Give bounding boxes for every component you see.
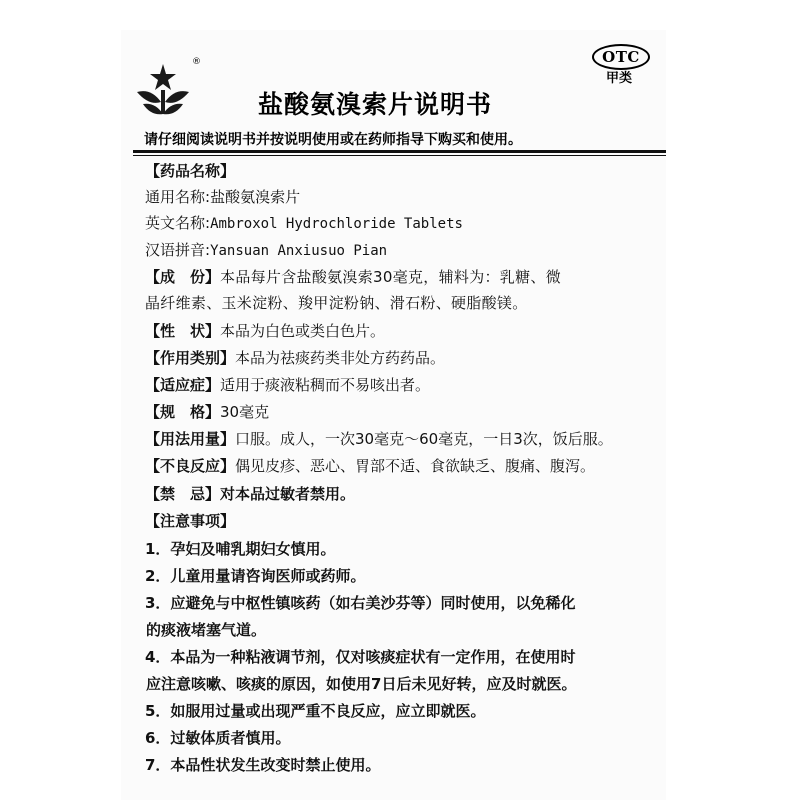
precaution-item: 4．本品为一种粘液调节剂，仅对咳痰症状有一定作用，在使用时	[145, 648, 576, 666]
header-rule-thick	[133, 150, 666, 153]
indication-value: 适用于痰液粘稠而不易咳出者。	[220, 376, 431, 394]
generic-name-row	[145, 186, 300, 207]
document-title: 盐酸氨溴索片说明书	[258, 90, 493, 119]
precaution-item: 7．本品性状发生改变时禁止使用。	[145, 756, 381, 774]
spec-row	[145, 401, 269, 422]
contraindication-label: 【禁 忌】	[145, 485, 221, 503]
english-name-row	[145, 212, 463, 233]
contraindication-value: 对本品过敏者禁用。	[220, 485, 356, 503]
category-label: 【作用类别】	[145, 349, 236, 367]
ingredients-line-1: 本品每片含盐酸氨溴索30毫克，辅料为：乳糖、微	[220, 268, 562, 286]
registered-mark: ®	[192, 57, 201, 67]
precaution-item-continued: 的痰液堵塞气道。	[146, 621, 267, 639]
adverse-row	[145, 455, 595, 476]
precaution-item: 2．儿童用量请咨询医师或药师。	[145, 567, 366, 585]
character-value: 本品为白色或类白色片。	[220, 322, 386, 340]
precaution-item-continued: 应注意咳嗽、咳痰的原因，如使用7日后未见好转，应及时就医。	[146, 675, 577, 693]
ingredients-row	[145, 266, 561, 287]
header-rule-thin	[133, 155, 666, 156]
precaution-item: 5．如服用过量或出现严重不良反应，应立即就医。	[145, 702, 486, 720]
precaution-item: 6．过敏体质者慎用。	[145, 729, 291, 747]
section-drug-name-heading: 【药品名称】	[145, 162, 236, 180]
dosage-row	[145, 428, 613, 449]
contraindication-row	[145, 483, 355, 504]
indication-row	[145, 374, 430, 395]
generic-name-value: 盐酸氨溴索片	[210, 188, 301, 206]
precaution-item: 3．应避免与中枢性镇咳药（如右美沙芬等）同时使用，以免稀化	[145, 594, 576, 612]
company-logo-icon	[133, 62, 193, 118]
adverse-value: 偶见皮疹、恶心、胃部不适、食欲缺乏、腹痛、腹泻。	[235, 457, 596, 475]
dosage-value: 口服。成人，一次30毫克～60毫克，一日3次，饭后服。	[235, 430, 613, 448]
ingredients-line-2: 晶纤维素、玉米淀粉、羧甲淀粉钠、滑石粉、硬脂酸镁。	[145, 294, 528, 312]
otc-badge: OTC	[592, 44, 650, 70]
spec-label: 【规 格】	[145, 403, 221, 421]
pinyin-label: 汉语拼音:	[145, 241, 211, 259]
adverse-label: 【不良反应】	[145, 457, 236, 475]
ingredients-label: 【成 份】	[145, 268, 221, 286]
character-row	[145, 320, 385, 341]
character-label: 【性 状】	[145, 322, 221, 340]
dosage-label: 【用法用量】	[145, 430, 236, 448]
english-name-label: 英文名称:	[145, 214, 211, 232]
section-precautions-heading: 【注意事项】	[145, 512, 236, 530]
spec-value: 30毫克	[220, 403, 270, 421]
category-value: 本品为祛痰药类非处方药药品。	[235, 349, 446, 367]
otc-class-label: 甲类	[606, 71, 633, 86]
indication-label: 【适应症】	[145, 376, 221, 394]
pinyin-value: Yansuan Anxiusuo Pian	[210, 243, 388, 259]
category-row	[145, 347, 445, 368]
document-subtitle: 请仔细阅读说明书并按说明使用或在药师指导下购买和使用。	[144, 132, 522, 148]
pinyin-row	[145, 239, 387, 260]
english-name-value: Ambroxol Hydrochloride Tablets	[210, 216, 463, 232]
precaution-item: 1．孕妇及哺乳期妇女慎用。	[145, 540, 336, 558]
generic-name-label: 通用名称:	[145, 188, 211, 206]
